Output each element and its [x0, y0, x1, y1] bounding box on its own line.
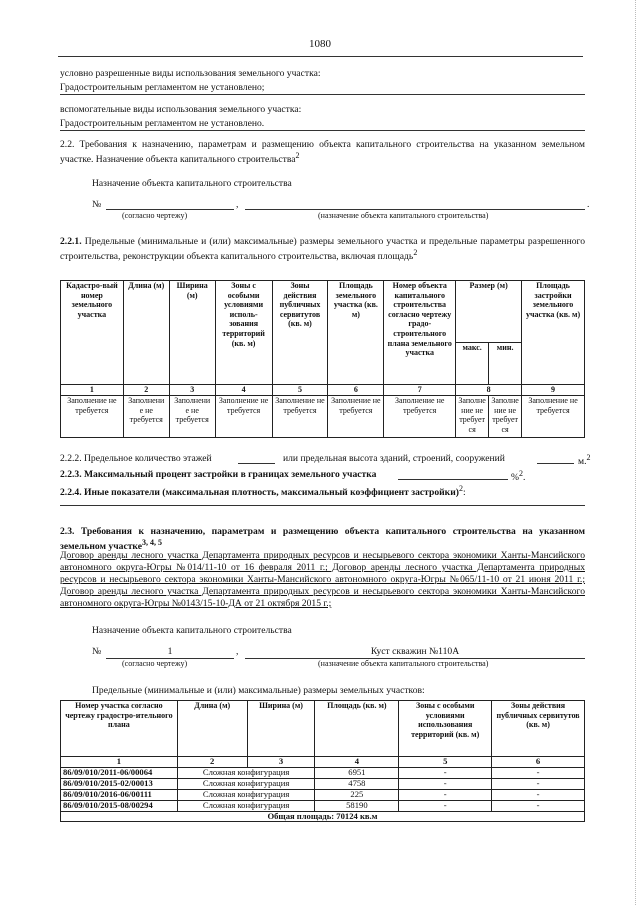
purpose-label: Назначение объекта капитального строительства: [92, 178, 292, 189]
purpose-name-line: [245, 209, 585, 210]
plot-servitude: -: [492, 778, 585, 789]
col-width: Ширина (м): [169, 281, 215, 385]
col-num: 6: [492, 757, 585, 768]
col-object-number: Номер объекта капитального строительства согласно чертежу градо-строительного плана земельного участка: [384, 281, 456, 385]
plot-shape: Сложная конфигурация: [177, 778, 315, 789]
plot-shape: Сложная конфигурация: [177, 789, 315, 800]
col-size: Размер (м): [456, 281, 522, 343]
plot-area: 58190: [315, 800, 399, 811]
col-built-area: Площадь застройки земельного участка (кв. м): [522, 281, 585, 385]
aux-use-label: вспомогательные виды использования земельного участка:: [60, 104, 302, 115]
col-size-min: мин.: [489, 343, 522, 385]
plot-number: 86/09/010/2015-02/00013: [61, 778, 178, 789]
plot-number: 86/09/010/2015-08/00294: [61, 800, 178, 811]
height-label: или предельная высота зданий, строений, сооружений: [283, 453, 505, 464]
col-num: 1: [61, 385, 124, 396]
col-num: 2: [177, 757, 247, 768]
col-num: 8: [456, 385, 522, 396]
total-area: Общая площадь: 70124 кв.м: [61, 811, 585, 822]
col-area: Площадь земельного участка (кв. м): [328, 281, 384, 385]
col-num: 3: [169, 385, 215, 396]
land-plots-table: [60, 700, 585, 822]
table-cell: Заполне ние не требует ся: [456, 396, 489, 438]
caption-name: (назначение объекта капитального строительства): [318, 211, 489, 220]
limits-label: Предельные (минимальные и (или) максимальные) размеры земельных участков:: [92, 685, 425, 696]
col-num: 5: [399, 757, 492, 768]
number-sign-2: №: [92, 646, 102, 657]
plot-area: 4758: [315, 778, 399, 789]
col-plot-number: Номер участка согласно чертежу градостро-ительного плана: [61, 701, 178, 757]
section-2-2-2: 2.2.2. Предельное количество этажей: [60, 453, 212, 464]
plot-number: 86/09/010/2011-06/00064: [61, 768, 178, 779]
section-2-2-3: 2.2.3. Максимальный процент застройки в границах земельного участка: [60, 469, 377, 480]
drawing-number-value: 1: [106, 646, 234, 659]
aux-use-value: Градостроительным регламентом не установлено.: [60, 118, 585, 131]
plot-shape: Сложная конфигурация: [177, 768, 315, 779]
col-num: 5: [272, 385, 328, 396]
plot-number: 86/09/010/2016-06/00111: [61, 789, 178, 800]
lease-agreements: Договор аренды лесного участка Департамента природных ресурсов и несырьевого сектора экономики Ханты-Мансийского автономного округа-Югры №014/11-10 от 16 февраля 2011 г.; Договор аренды лесного участка Департамента природных ресурсов и несырьевого сектора экономики Ханты-Мансийского автономного округа-Югры №065/11-10 от 21 июня 2011 г.; Договор аренды лесного участка Департамента природных ресурсов и несырьевого сектора экономики Ханты-Мансийского автономного округа-Югры №0143/15-10-ДА от 21 октября 2015 г.;: [60, 550, 585, 609]
plot-area: 225: [315, 789, 399, 800]
caption-drawing: (согласно чертежу): [122, 211, 188, 220]
col-length: Длина (м): [123, 281, 169, 385]
caption-drawing-2: (согласно чертежу): [122, 659, 188, 668]
col-num: 9: [522, 385, 585, 396]
plot-servitude: -: [492, 800, 585, 811]
col-area: Площадь (кв. м): [315, 701, 399, 757]
percent-unit: %$^2$.: [511, 469, 526, 484]
purpose-name-value: Куст скважин №110А: [245, 646, 585, 659]
plot-shape: Сложная конфигурация: [177, 800, 315, 811]
section-2-2-heading: 2.2. Требования к назначению, параметрам и размещению объекта капитального строительства на указанном земельном участке. Назначение объекта капитального строительства$^2$: [60, 139, 585, 166]
col-length: Длина (м): [177, 701, 247, 757]
plot-zones: -: [399, 789, 492, 800]
plot-zones: -: [399, 800, 492, 811]
col-special-zones: Зоны с особыми условиями исполь-зования территорий (кв. м): [215, 281, 272, 385]
col-servitude: Зоны действия публичных сервитутов (кв. м): [272, 281, 328, 385]
plot-servitude: -: [492, 768, 585, 779]
plot-zones: -: [399, 768, 492, 779]
caption-name-2: (назначение объекта капитального строительства): [318, 659, 489, 668]
section-2-2-4: 2.2.4. Иные показатели (максимальная плотность, максимальный коэффициент застройки)$^2$:: [60, 484, 466, 499]
table-cell: Заполнение не требуется: [522, 396, 585, 438]
header-rule: [58, 56, 583, 57]
col-servitude: Зоны действия публичных сервитутов (кв. м): [492, 701, 585, 757]
table-cell: Заполнение не требуется: [384, 396, 456, 438]
page-edge: [635, 0, 636, 905]
table-cell: Заполнени е не требуется: [169, 396, 215, 438]
plot-servitude: -: [492, 789, 585, 800]
section-2-2-1: 2.2.1. Предельные (минимальные и (или) максимальные) размеры земельного участка и предельные параметры разрешенного строительства, реконструкции объекта капитального строительства, включая площадь$^2$: [60, 236, 585, 263]
cond-use-label: условно разрешенные виды использования земельного участка:: [60, 68, 321, 79]
col-num: 4: [315, 757, 399, 768]
plot-zones: -: [399, 778, 492, 789]
table-cell: Заполнени е не требуется: [123, 396, 169, 438]
col-cadastral: Кадастро-вый номер земельного участка: [61, 281, 124, 385]
height-unit: м.$^2$: [578, 453, 591, 468]
col-num: 7: [384, 385, 456, 396]
cond-use-value: Градостроительным регламентом не установлено;: [60, 82, 585, 95]
col-num: 2: [123, 385, 169, 396]
drawing-number-line: [106, 209, 234, 210]
purpose-label-2: Назначение объекта капитального строительства: [92, 625, 292, 636]
col-special-zones: Зоны с особыми условиями использования территорий (кв. м): [399, 701, 492, 757]
number-sign: №: [92, 199, 102, 210]
params-table: [60, 280, 585, 438]
table-cell: Заполнение не требуется: [61, 396, 124, 438]
page-number: 1080: [309, 38, 331, 50]
col-width: Ширина (м): [247, 701, 315, 757]
col-num: 3: [247, 757, 315, 768]
section-2-3-heading: 2.3. Требования к назначению, параметрам и размещению объекта капитального строительства на указанном земельном участке$^{3, 4, 5}$: [60, 526, 585, 553]
table-cell: Заполнение не требуется: [272, 396, 328, 438]
col-size-max: макс.: [456, 343, 489, 385]
table-cell: Заполнение не требуется: [215, 396, 272, 438]
col-num: 4: [215, 385, 272, 396]
plot-area: 6951: [315, 768, 399, 779]
table-cell: Заполнение не требуется: [328, 396, 384, 438]
col-num: 6: [328, 385, 384, 396]
table-cell: Заполне ние не требует ся: [489, 396, 522, 438]
col-num: 1: [61, 757, 178, 768]
